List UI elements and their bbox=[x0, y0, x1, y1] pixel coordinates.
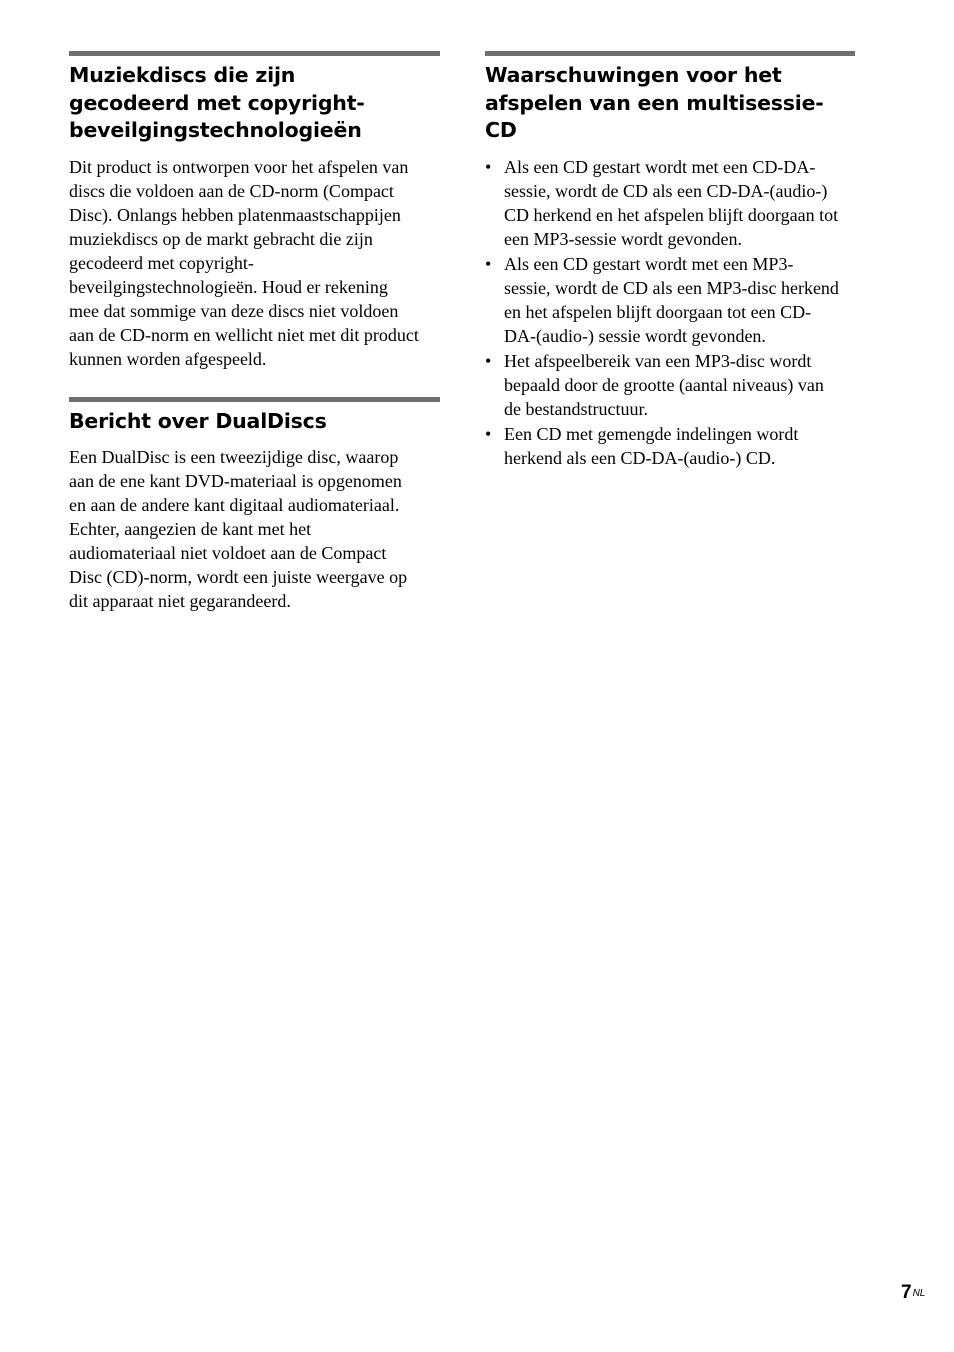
section-divider bbox=[69, 397, 440, 402]
body-line: Een DualDisc is een tweezijdige disc, waarop bbox=[69, 447, 399, 467]
section-heading bbox=[69, 62, 440, 145]
right-column bbox=[485, 51, 855, 471]
item-line: CD herkend en het afspelen blijft doorgaan tot bbox=[504, 204, 839, 225]
body-line: Disc). Onlangs hebben platenmaastschappijen bbox=[69, 204, 401, 225]
language-code: NL bbox=[912, 1288, 926, 1299]
bullet-icon: • bbox=[485, 350, 492, 371]
list-item bbox=[485, 422, 855, 470]
body-line: en aan de andere kant digitaal audiomateriaal. bbox=[69, 495, 400, 515]
page-number bbox=[901, 1282, 925, 1304]
heading-line: afspelen van een multisessie- bbox=[485, 90, 824, 115]
heading-line: CD bbox=[485, 118, 517, 142]
page-number-value: 7 bbox=[901, 1282, 912, 1303]
body-line: audiomateriaal niet voldoet aan de Compact bbox=[69, 543, 387, 563]
item-line: sessie, wordt de CD als een MP3-disc herkend bbox=[504, 277, 839, 298]
body-line: aan de ene kant DVD-materiaal is opgenomen bbox=[69, 471, 402, 491]
body-line: gecodeerd met copyright- bbox=[69, 252, 254, 273]
section-body bbox=[69, 445, 440, 613]
body-line: muziekdiscs op de markt gebracht die zijn bbox=[69, 228, 373, 249]
item-line: herkend als een CD-DA-(audio-) CD. bbox=[504, 447, 776, 468]
item-line: bepaald door de grootte (aantal niveaus) van bbox=[504, 374, 824, 395]
section-divider bbox=[485, 51, 855, 56]
list-item bbox=[485, 252, 855, 348]
heading-line: Waarschuwingen voor het bbox=[485, 63, 782, 87]
body-line: beveilgingstechnologieën. Houd er rekening bbox=[69, 276, 388, 297]
section-dualdiscs bbox=[69, 397, 440, 614]
item-line: DA-(audio-) sessie wordt gevonden. bbox=[504, 325, 766, 346]
body-line: mee dat sommige van deze discs niet voldoen bbox=[69, 300, 399, 321]
body-line: discs die voldoen aan de CD-norm (Compact bbox=[69, 180, 394, 201]
body-line: Dit product is ontworpen voor het afspelen van bbox=[69, 156, 409, 177]
body-line: Echter, aangezien de kant met het bbox=[69, 519, 312, 539]
heading-line: gecodeerd met copyright- bbox=[69, 90, 365, 115]
body-line: aan de CD-norm en wellicht niet met dit product bbox=[69, 324, 419, 345]
item-line: en het afspelen blijft doorgaan tot een CD- bbox=[504, 301, 812, 322]
bullet-icon: • bbox=[485, 423, 492, 444]
body-line: kunnen worden afgespeeld. bbox=[69, 348, 267, 369]
section-body bbox=[69, 155, 440, 371]
item-line: de bestandstructuur. bbox=[504, 398, 648, 419]
left-column bbox=[69, 51, 440, 613]
item-line: Het afspeelbereik van een MP3-disc wordt bbox=[504, 350, 812, 371]
section-divider bbox=[69, 51, 440, 56]
item-line: Een CD met gemengde indelingen wordt bbox=[504, 423, 799, 444]
bullet-icon: • bbox=[485, 156, 492, 177]
bullet-icon: • bbox=[485, 253, 492, 274]
heading-line: beveilgingstechnologieën bbox=[69, 118, 362, 142]
heading-line: Muziekdiscs die zijn bbox=[69, 63, 296, 87]
bullet-list bbox=[485, 155, 855, 470]
item-line: Als een CD gestart wordt met een MP3- bbox=[504, 253, 794, 274]
list-item bbox=[485, 155, 855, 251]
item-line: Als een CD gestart wordt met een CD-DA- bbox=[504, 156, 816, 177]
section-multisession-warnings bbox=[485, 51, 855, 470]
section-heading bbox=[485, 62, 855, 145]
section-copyright-discs bbox=[69, 51, 440, 371]
list-item bbox=[485, 349, 855, 421]
item-line: een MP3-sessie wordt gevonden. bbox=[504, 228, 742, 249]
body-line: Disc (CD)-norm, wordt een juiste weergave op bbox=[69, 567, 408, 587]
item-line: sessie, wordt de CD als een CD-DA-(audio-) bbox=[504, 180, 828, 201]
section-heading: Bericht over DualDiscs bbox=[69, 408, 327, 433]
body-line: dit apparaat niet gegarandeerd. bbox=[69, 591, 291, 611]
